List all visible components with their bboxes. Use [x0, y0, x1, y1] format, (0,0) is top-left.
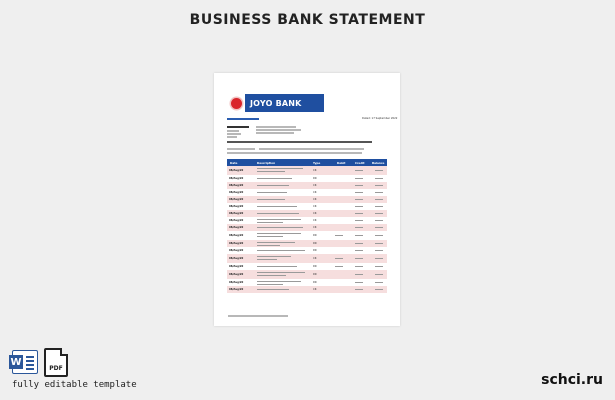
summary-bar — [259, 148, 364, 150]
row-description — [257, 256, 291, 257]
footer-bar — [228, 315, 288, 317]
row-type: CR — [313, 257, 317, 260]
row-description — [257, 206, 297, 207]
row-type: DR — [313, 234, 317, 237]
col-balance: Balance — [372, 161, 385, 165]
template-caption: fully editable template — [12, 380, 137, 390]
account-holder-bar — [227, 126, 249, 128]
statement-date: Dated: 17 September 2022 — [362, 117, 398, 120]
row-description — [257, 192, 287, 193]
word-file-icon — [12, 350, 38, 374]
page-title: BUSINESS BANK STATEMENT — [189, 12, 426, 28]
row-date: 08/Aug/20 — [229, 191, 244, 194]
bank-logo — [227, 94, 324, 112]
row-date: 08/Aug/20 — [229, 234, 244, 237]
row-date: 08/Aug/20 — [229, 205, 244, 208]
row-type: CR — [313, 205, 317, 208]
bank-emblem-icon — [227, 94, 245, 112]
row-type: DR — [313, 249, 317, 252]
row-amount — [355, 289, 363, 290]
row-amount — [375, 206, 383, 207]
row-description — [257, 281, 301, 282]
row-date: 08/Aug/20 — [229, 288, 244, 291]
row-amount — [355, 213, 363, 214]
row-type: DR — [313, 242, 317, 245]
row-date: 08/Aug/20 — [229, 273, 244, 276]
row-description — [257, 222, 283, 223]
bank-name: JOYO BANK — [250, 98, 302, 108]
transaction-rows — [227, 166, 387, 293]
row-description — [257, 284, 283, 285]
row-date: 08/Aug/20 — [229, 249, 244, 252]
row-amount — [375, 235, 383, 236]
row-amount — [355, 185, 363, 186]
row-amount — [375, 282, 383, 283]
word-letter: W — [10, 356, 22, 368]
row-debit — [335, 235, 343, 236]
row-amount — [375, 199, 383, 200]
col-date: Date — [230, 161, 238, 165]
row-amount — [355, 282, 363, 283]
row-description — [257, 213, 299, 214]
col-type: Type — [313, 161, 321, 165]
row-date: 08/Aug/20 — [229, 212, 244, 215]
table-row — [227, 182, 387, 189]
row-description — [257, 275, 286, 276]
row-description — [257, 289, 289, 290]
row-date: 08/Aug/20 — [229, 242, 244, 245]
row-amount — [375, 192, 383, 193]
row-amount — [375, 170, 383, 171]
table-row — [227, 254, 387, 263]
row-amount — [375, 178, 383, 179]
row-amount — [355, 235, 363, 236]
row-description — [257, 219, 301, 220]
account-info-bar — [256, 129, 301, 131]
row-date: 08/Aug/20 — [229, 169, 244, 172]
row-amount — [375, 289, 383, 290]
row-description — [257, 236, 283, 237]
address-bar — [227, 130, 239, 132]
row-amount — [375, 220, 383, 221]
pdf-label: PDF — [49, 365, 63, 372]
row-description — [257, 250, 305, 251]
row-amount — [355, 243, 363, 244]
row-description — [257, 242, 295, 243]
row-type: DR — [313, 273, 317, 276]
table-row — [227, 224, 387, 231]
row-type: DR — [313, 281, 317, 284]
address-bar — [227, 133, 241, 135]
site-name: schci.ru — [541, 372, 603, 388]
account-info-bar — [256, 126, 296, 128]
col-credit: Credit — [355, 161, 365, 165]
row-amount — [375, 185, 383, 186]
table-row — [227, 279, 387, 286]
col-debit: Debit — [337, 161, 346, 165]
address-bar — [227, 136, 237, 138]
row-type: DR — [313, 265, 317, 268]
row-description — [257, 266, 297, 267]
table-row — [227, 203, 387, 210]
table-row — [227, 231, 387, 240]
table-row — [227, 263, 387, 270]
row-type: DR — [313, 177, 317, 180]
table-row — [227, 270, 387, 279]
row-type: CR — [313, 169, 317, 172]
row-date: 08/Aug/20 — [229, 198, 244, 201]
row-amount — [355, 227, 363, 228]
row-description — [257, 168, 303, 169]
row-amount — [355, 206, 363, 207]
row-amount — [355, 250, 363, 251]
row-description — [257, 185, 289, 186]
row-amount — [375, 274, 383, 275]
row-type: CR — [313, 219, 317, 222]
row-date: 08/Aug/20 — [229, 177, 244, 180]
row-type: CR — [313, 184, 317, 187]
row-amount — [375, 213, 383, 214]
row-amount — [355, 178, 363, 179]
row-description — [257, 233, 301, 234]
table-row — [227, 210, 387, 217]
row-date: 08/Aug/20 — [229, 257, 244, 260]
row-description — [257, 245, 280, 246]
statement-document — [214, 73, 400, 326]
notice-bar — [227, 141, 372, 143]
table-row — [227, 240, 387, 247]
row-date: 08/Aug/20 — [229, 281, 244, 284]
table-row — [227, 217, 387, 224]
row-amount — [375, 266, 383, 267]
row-date: 08/Aug/20 — [229, 226, 244, 229]
row-type: CR — [313, 198, 317, 201]
row-amount — [375, 227, 383, 228]
row-amount — [375, 258, 383, 259]
table-header — [227, 159, 387, 166]
row-description — [257, 199, 285, 200]
row-description — [257, 259, 277, 260]
row-amount — [355, 170, 363, 171]
row-amount — [375, 250, 383, 251]
row-date: 08/Aug/20 — [229, 219, 244, 222]
row-description — [257, 227, 303, 228]
row-debit — [335, 258, 343, 259]
row-amount — [355, 220, 363, 221]
pdf-file-icon — [44, 348, 68, 377]
row-description — [257, 272, 305, 273]
row-type: CR — [313, 288, 317, 291]
row-type: CR — [313, 226, 317, 229]
row-amount — [355, 274, 363, 275]
row-amount — [375, 243, 383, 244]
table-row — [227, 247, 387, 254]
table-row — [227, 166, 387, 175]
col-description: Description — [257, 161, 276, 165]
table-row — [227, 286, 387, 293]
row-amount — [355, 258, 363, 259]
row-description — [257, 178, 292, 179]
account-info-bar — [256, 132, 294, 134]
table-row — [227, 189, 387, 196]
row-date: 08/Aug/20 — [229, 265, 244, 268]
table-row — [227, 196, 387, 203]
row-amount — [355, 192, 363, 193]
row-type: CR — [313, 212, 317, 215]
header-link-bar — [227, 118, 259, 120]
row-amount — [355, 266, 363, 267]
row-date: 08/Aug/20 — [229, 184, 244, 187]
summary-bar — [227, 148, 255, 150]
row-type: CR — [313, 191, 317, 194]
row-amount — [355, 199, 363, 200]
row-debit — [335, 266, 343, 267]
table-row — [227, 175, 387, 182]
summary-bar — [227, 152, 362, 154]
row-description — [257, 171, 285, 172]
